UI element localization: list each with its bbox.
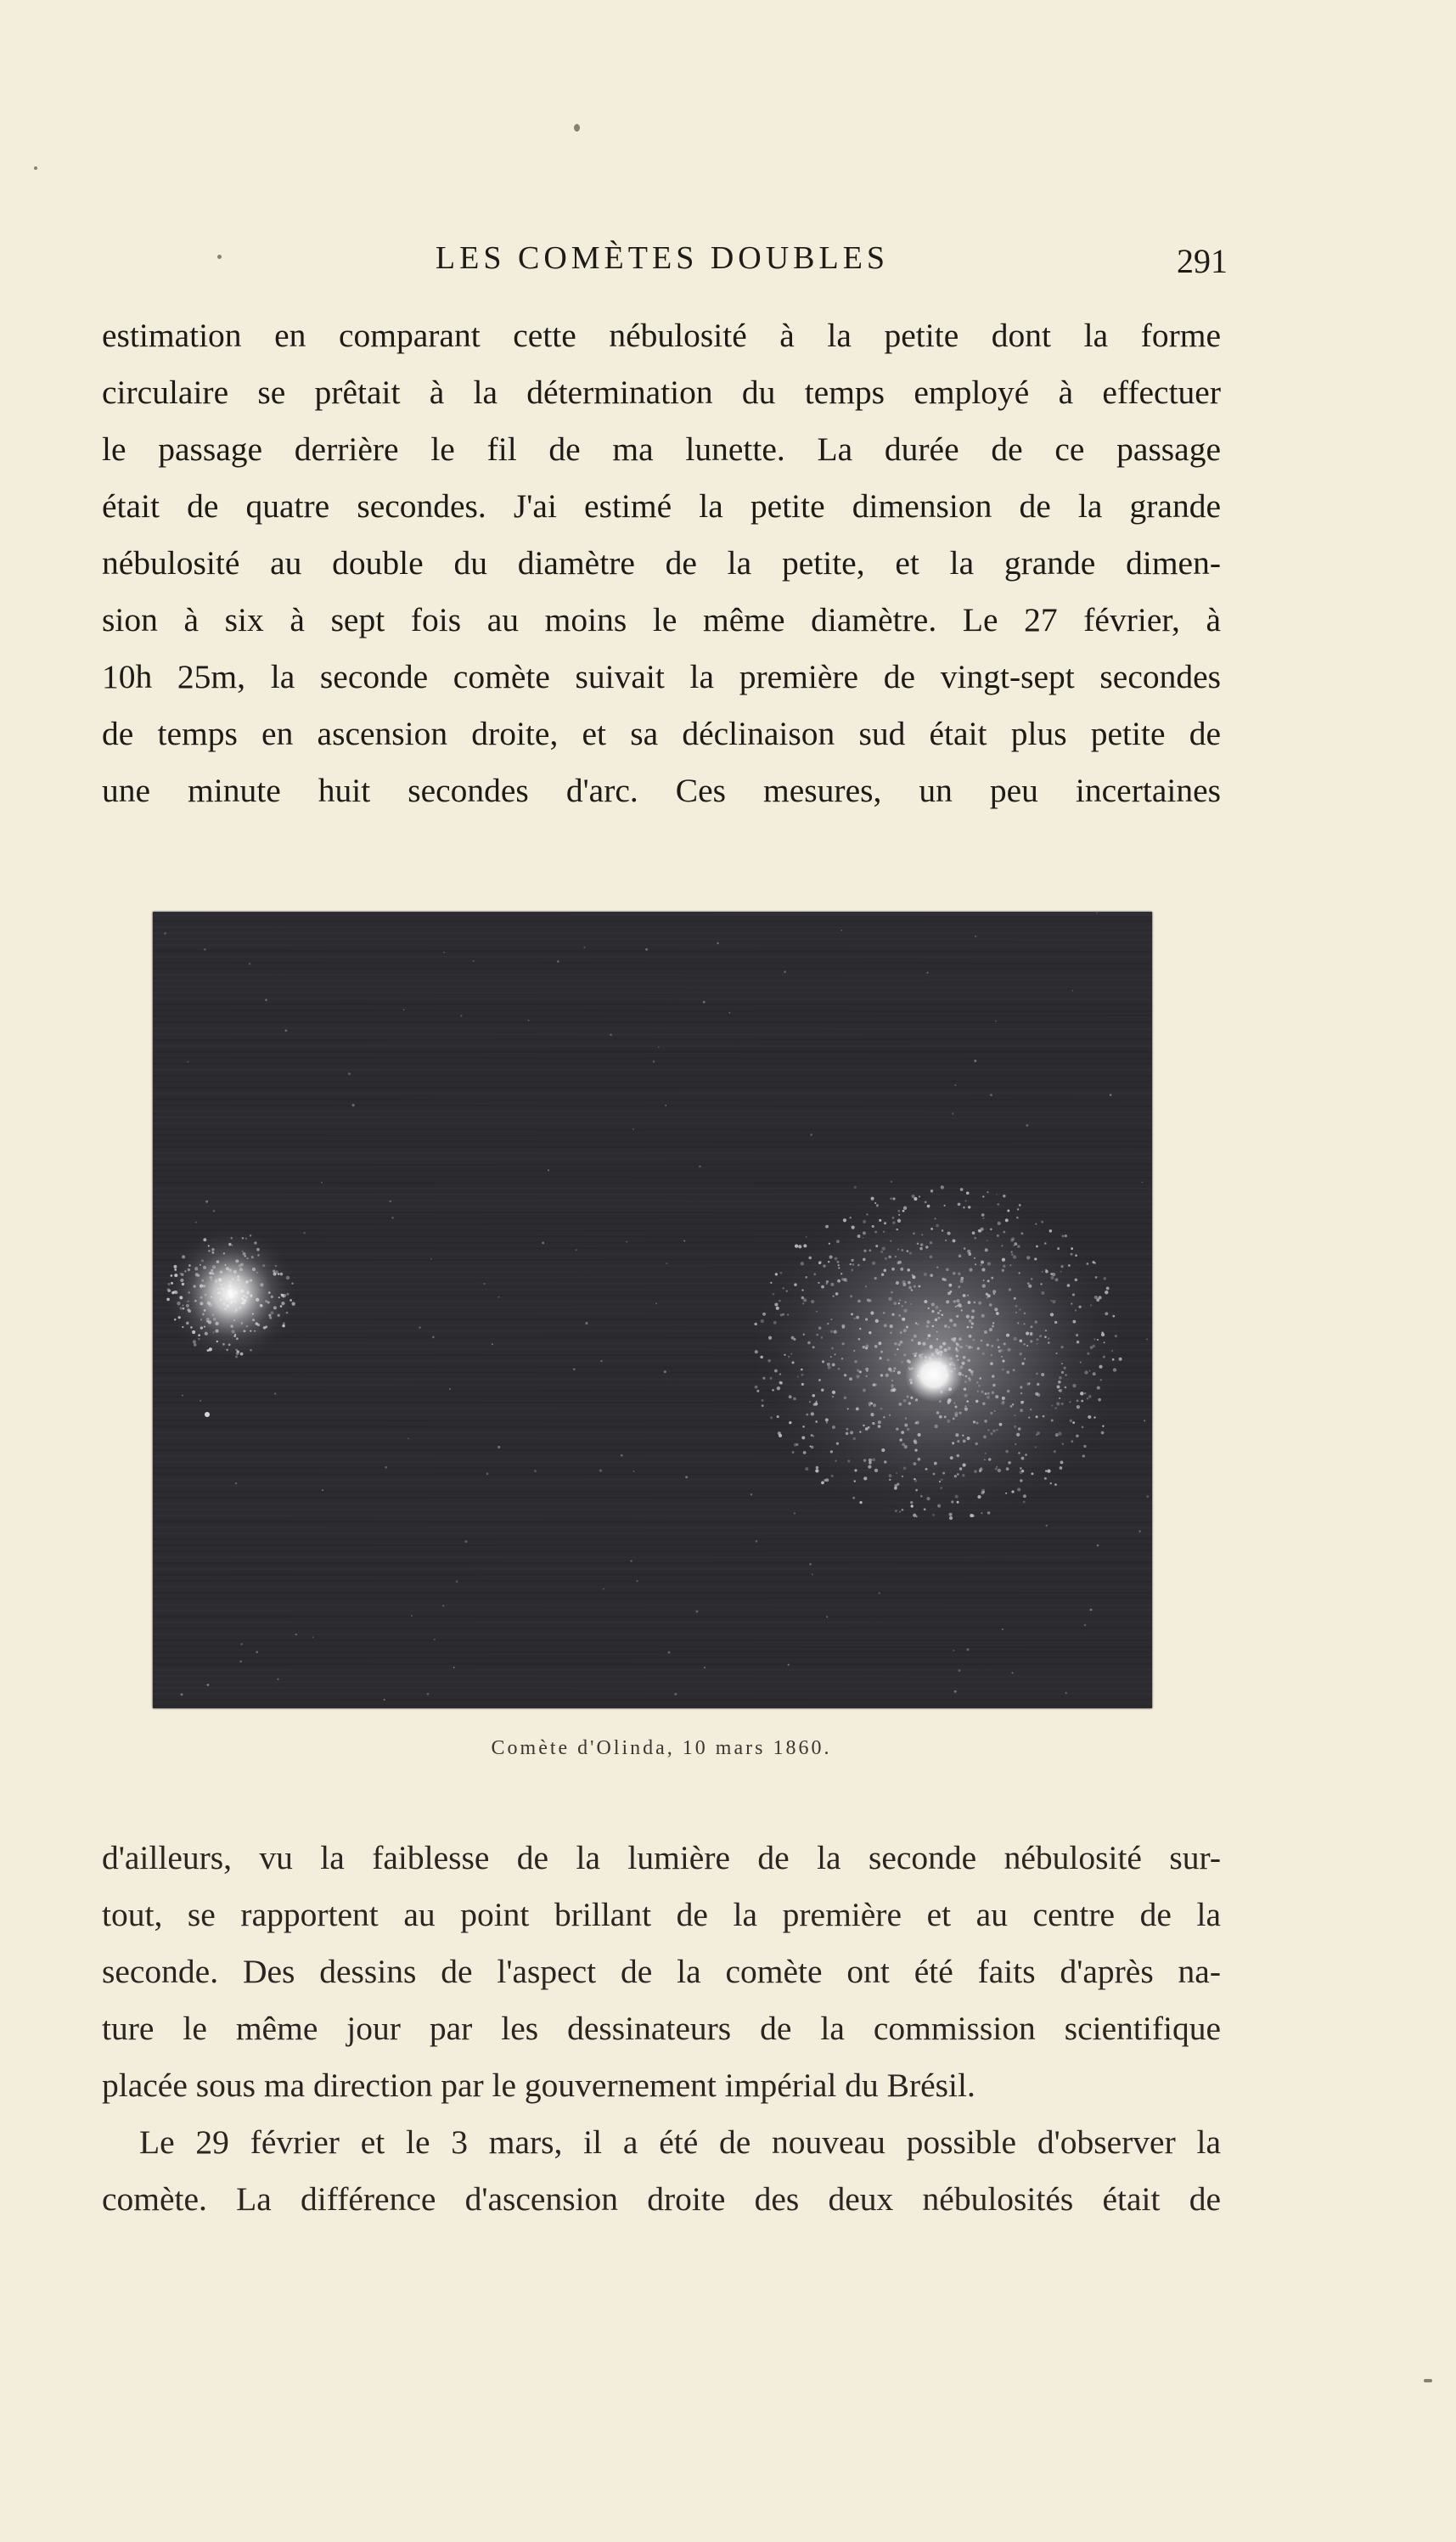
engraving-line [153, 1164, 1152, 1165]
background-star [1072, 990, 1074, 992]
background-star [498, 1296, 499, 1297]
background-star [668, 1651, 671, 1654]
engraving-line [153, 1028, 1152, 1029]
star [205, 1412, 210, 1417]
background-star [239, 1661, 242, 1663]
engraving-line [153, 980, 1152, 981]
background-star [277, 1679, 278, 1680]
background-star [1097, 1544, 1099, 1547]
background-star [385, 1466, 387, 1469]
background-star [610, 1034, 611, 1036]
background-star [200, 1400, 201, 1402]
comet-engraving [153, 912, 1152, 1708]
background-star [603, 1589, 604, 1590]
background-star [1138, 1530, 1140, 1532]
background-star [878, 1592, 880, 1594]
background-star [704, 1667, 706, 1668]
engraving-line [153, 1550, 1152, 1551]
engraving-line [153, 1177, 1152, 1178]
background-star [548, 1169, 549, 1171]
background-star [952, 1113, 953, 1115]
background-star [717, 942, 719, 945]
background-star [666, 1263, 667, 1264]
background-star [484, 1283, 486, 1285]
engraving-line [153, 1574, 1152, 1575]
background-star [256, 1651, 258, 1653]
background-star [427, 1693, 430, 1696]
background-star [1046, 1525, 1048, 1527]
engraving-line [153, 1562, 1152, 1563]
background-star [164, 932, 166, 935]
background-star [1146, 1495, 1149, 1498]
background-star [432, 1336, 435, 1339]
engraving-line [153, 1058, 1152, 1059]
text-line: Le 29 février et le 3 mars, il a été de nouveau possible d'observer la [139, 2123, 1221, 2161]
body-text-top [102, 307, 1221, 819]
background-star [473, 960, 475, 962]
background-star [653, 1060, 655, 1063]
engraving-line [153, 1538, 1152, 1539]
background-star [492, 1343, 493, 1345]
text-line: 10h 25m, la seconde comète suivait la première de vingt-sept secondes [102, 658, 1221, 695]
background-star [486, 1473, 489, 1476]
background-star [1096, 912, 1098, 914]
text-line: seconde. Des dessins de l'aspect de la comète ont été faits d'après na- [102, 1953, 1221, 1990]
body-text-bottom [102, 1830, 1221, 2228]
engraving-line [153, 1039, 1152, 1040]
background-star [696, 1611, 699, 1613]
background-star [206, 1684, 209, 1686]
engraving-line [153, 998, 1152, 999]
background-star [284, 1029, 287, 1032]
background-star [1090, 1609, 1093, 1611]
background-star [784, 970, 786, 973]
background-star [954, 1690, 957, 1693]
background-star [195, 1222, 197, 1223]
text-line: circulaire se prêtait à la détermination du temps employé à effectuer [102, 374, 1221, 411]
background-star [352, 1104, 355, 1106]
engraving-line [153, 1544, 1152, 1545]
background-star [967, 1648, 970, 1651]
background-star [348, 1072, 351, 1075]
background-star [600, 1360, 602, 1362]
engraving-line [153, 1598, 1152, 1599]
page-header [102, 239, 1228, 287]
page-number: 291 [1177, 242, 1228, 280]
page-speck [1424, 2379, 1432, 2382]
background-star [181, 1693, 183, 1696]
background-star [645, 948, 648, 951]
engraving-line [153, 1688, 1152, 1689]
page-speck [34, 166, 37, 170]
background-star [826, 1616, 828, 1617]
background-star [674, 1693, 677, 1696]
background-star [1141, 1182, 1143, 1184]
engraving-line [153, 1657, 1152, 1658]
text-line: estimation en comparant cette nébulosité à la petite dont la forme [102, 317, 1221, 354]
background-star [205, 1201, 208, 1203]
engraving-line [153, 1105, 1152, 1106]
engraving-line [153, 1158, 1152, 1159]
background-star [576, 1249, 577, 1251]
background-star [249, 963, 251, 965]
background-star [534, 1470, 537, 1472]
background-star [995, 1021, 997, 1022]
engraving-line [153, 1129, 1152, 1130]
background-star [235, 1482, 237, 1484]
background-star [621, 1454, 623, 1457]
background-star [927, 972, 929, 974]
text-line: sion à six à sept fois au moins le même diamètre. Le 27 février, à [102, 601, 1221, 638]
background-star [442, 1605, 444, 1606]
background-star [665, 1105, 666, 1106]
engraving-line [153, 1015, 1152, 1016]
background-star [403, 1009, 405, 1010]
text-line: placée sous ma direction par le gouvernement impérial du Brésil. [102, 2067, 975, 2104]
background-star [542, 1241, 544, 1244]
page-speck [574, 124, 580, 132]
background-star [685, 1476, 688, 1478]
background-star [655, 1302, 657, 1304]
background-star [974, 1060, 976, 1062]
background-star [626, 1241, 627, 1243]
background-star [456, 1580, 458, 1583]
background-star [389, 1201, 391, 1202]
background-star [664, 1370, 666, 1373]
background-star [788, 1664, 790, 1666]
background-star [1084, 1624, 1087, 1627]
engraving-line [153, 939, 1152, 940]
background-star [573, 1368, 575, 1369]
background-star [1011, 1672, 1013, 1673]
engraving-line [153, 1010, 1152, 1011]
background-star [449, 1388, 451, 1390]
background-star [443, 952, 445, 953]
background-star [585, 1322, 587, 1324]
text-line: une minute huit secondes d'arc. Ces mesures, un peu incertaines [102, 772, 1221, 809]
engraving-line [153, 1669, 1152, 1670]
background-star [990, 1094, 992, 1096]
text-line: nébulosité au double du diamètre de la petite, et la grande dimen- [102, 544, 1221, 582]
background-star [812, 1573, 813, 1575]
background-star [1146, 1338, 1148, 1340]
background-star [699, 1165, 701, 1167]
figure-caption: Comète d'Olinda, 10 mars 1860. [491, 1737, 832, 1759]
background-star [958, 1669, 960, 1672]
background-star [187, 1061, 188, 1063]
text-line: d'ailleurs, vu la faiblesse de la lumière de la seconde nébulosité sur- [102, 1839, 1221, 1876]
background-star [840, 930, 842, 931]
text-line: comète. La différence d'ascension droite des deux nébulosités était de [102, 2180, 1221, 2218]
text-line: tout, se rapportent au point brillant de la première et au centre de la [102, 1896, 1221, 1933]
background-star [460, 1015, 462, 1016]
engraving-line [153, 1527, 1152, 1528]
engraving-line [153, 1568, 1152, 1569]
background-star [408, 1437, 409, 1439]
background-star [391, 1217, 394, 1219]
background-star [321, 1182, 323, 1184]
engraving-line [153, 1646, 1152, 1647]
text-line: était de quatre secondes. J'ai estimé la petite dimension de la grande [102, 487, 1221, 525]
background-star [632, 1128, 634, 1130]
background-star [265, 998, 267, 1001]
background-star [1026, 1124, 1028, 1127]
background-star [464, 1540, 467, 1543]
background-star [430, 1258, 432, 1260]
first-comet [163, 1224, 299, 1364]
background-star [213, 1210, 216, 1212]
engraving-line [153, 975, 1152, 976]
engraving-line [153, 1153, 1152, 1154]
background-star [658, 1046, 660, 1048]
engraving-line [153, 1610, 1152, 1611]
background-star [322, 1489, 323, 1491]
background-star [953, 1650, 954, 1651]
background-star [636, 1580, 638, 1582]
background-star [954, 1084, 956, 1086]
background-star [274, 1392, 276, 1394]
background-star [204, 948, 206, 951]
engraving-line [153, 914, 1152, 915]
background-star [182, 1395, 183, 1397]
background-star [683, 1240, 685, 1242]
background-star [854, 1186, 857, 1189]
background-star [1110, 1094, 1112, 1096]
background-star [633, 1471, 635, 1472]
background-star [528, 1020, 530, 1021]
text-line: de temps en ascension droite, et sa déclinaison sud était plus petite de [102, 715, 1221, 752]
background-star [975, 936, 976, 937]
background-star [809, 1563, 812, 1566]
engraving-line [153, 1605, 1152, 1606]
text-line: ture le même jour par les dessinateurs de la commission scientifique [102, 2010, 1221, 2047]
background-star [383, 1699, 385, 1701]
background-star [453, 1667, 455, 1668]
background-star [728, 1012, 730, 1014]
background-star [584, 947, 586, 948]
second-comet-nucleus [905, 1347, 963, 1402]
text-line: le passage derrière le fil de ma lunette. La durée de ce passage [102, 430, 1221, 468]
background-star [703, 1001, 706, 1004]
background-star [557, 960, 559, 962]
background-star [1144, 1420, 1145, 1421]
background-star [810, 1133, 812, 1136]
background-star [434, 1639, 436, 1640]
background-star [240, 1643, 243, 1645]
background-star [303, 1232, 306, 1234]
engraving-line [153, 1170, 1152, 1171]
running-head: LES COMÈTES DOUBLES [435, 240, 890, 276]
engraving-line [153, 951, 1152, 952]
background-star [631, 1561, 632, 1562]
comet-illustration [153, 912, 1152, 1708]
background-star [794, 1512, 795, 1514]
background-star [756, 1540, 758, 1543]
background-star [1002, 1628, 1003, 1630]
engraving-line [153, 1111, 1152, 1112]
background-star [498, 1446, 500, 1448]
engraving-line [153, 1676, 1152, 1677]
background-star [411, 1615, 413, 1617]
engraving-line [153, 1581, 1152, 1582]
background-star [312, 1637, 314, 1639]
background-star [599, 1470, 602, 1472]
background-star [750, 1493, 752, 1495]
background-star [295, 1634, 297, 1635]
background-star [1065, 1692, 1066, 1694]
background-star [419, 1326, 421, 1329]
